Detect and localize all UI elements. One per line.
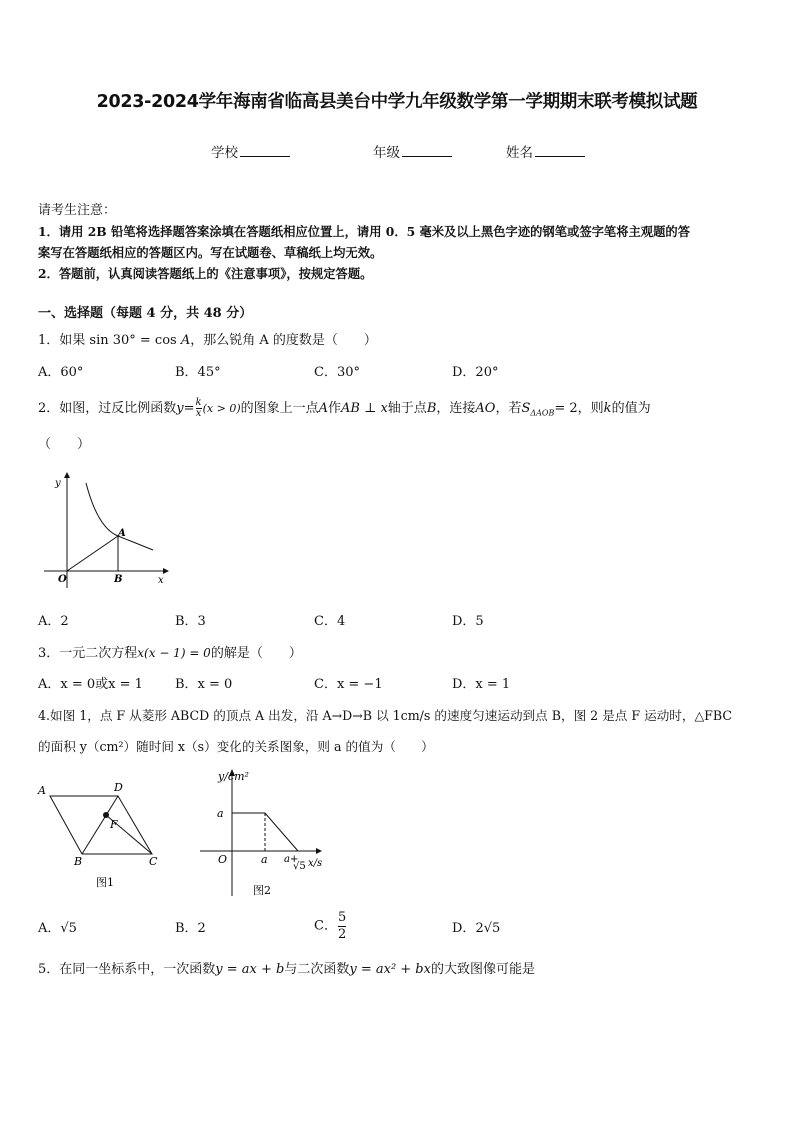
question-2-text-e: ，连接	[436, 401, 476, 416]
option-a-value: √5	[60, 921, 77, 936]
option-a-label: A．	[38, 921, 61, 936]
question-1-option-b[interactable]: B．45°	[175, 365, 221, 380]
question-3-text-a: 3．一元二次方程	[38, 646, 138, 661]
question-2-paren: （ ）	[38, 437, 91, 452]
question-1-stem	[38, 331, 377, 351]
option-c-numerator: 5	[337, 910, 347, 925]
question-2-option-a[interactable]: A．2	[38, 614, 69, 629]
x-axis-arrow-icon	[316, 848, 322, 854]
option-c-denominator: 2	[337, 927, 347, 942]
question-2-point-b: B	[426, 401, 437, 416]
question-5-text-b: 与二次函数	[284, 962, 350, 977]
question-4-option-a[interactable]	[38, 919, 77, 939]
grade-blank	[402, 144, 452, 157]
option-c-fraction	[338, 910, 346, 943]
figure-2-caption: 图2	[253, 884, 271, 897]
notice-header: 请考生注意：	[38, 203, 117, 218]
rhombus-abcd	[50, 796, 152, 854]
question-2-text-b: 的图象上一点	[240, 401, 319, 416]
question-3-stem	[38, 643, 302, 664]
y-axis-arrow-icon	[64, 472, 70, 478]
x-value-sqrt5-label: √5	[293, 861, 306, 872]
point-a-label: A	[118, 528, 126, 539]
question-4-line-1: 4.如图 1，点 F 从菱形 ABCD 的顶点 A 出发，沿 A→D→B 以 1cm/s 的速度匀速运动到点 B，图 2 是点 F 运动时，△FBC	[38, 708, 733, 723]
vertex-c-label: C	[149, 855, 158, 868]
y-label: y	[55, 478, 61, 489]
question-2-area-val: = 2	[554, 401, 578, 416]
vertex-d-label: D	[114, 781, 123, 794]
question-5-quadratic-func: y = ax² + bx	[349, 962, 431, 977]
option-c-label: C．	[314, 918, 337, 934]
question-3-equation: x(x − 1) = 0	[137, 646, 211, 660]
notice-item-1-line-1: 1．请用 2B 铅笔将选择题答案涂填在答题纸相应位置上，请用 0．5 毫米及以上黑色字迹的钢笔或签字笔将主观题的答	[38, 224, 690, 239]
vertex-a-label: A	[38, 784, 46, 797]
y-axis-label: y/cm²	[218, 770, 249, 783]
question-2-func-y: y	[176, 401, 184, 416]
x-axis-arrow-icon	[163, 568, 169, 574]
question-2-option-d[interactable]: D．5	[452, 614, 484, 629]
question-2-k: k	[603, 401, 612, 416]
question-2-point-a: A	[318, 401, 329, 416]
question-2-eq: =	[183, 401, 195, 416]
figure-1-caption: 图1	[96, 876, 114, 889]
x-value-aplus-label: a+	[284, 854, 299, 865]
question-1-option-d[interactable]: D．20°	[452, 365, 499, 380]
fraction-denominator: x	[195, 408, 202, 419]
question-3-text-b: 的解是（ ）	[210, 646, 302, 661]
question-2-area-s: S	[521, 401, 531, 416]
question-5-stem	[38, 960, 535, 980]
segment-ao	[67, 536, 118, 571]
point-f-label: F	[110, 818, 118, 831]
vertex-b-label: B	[74, 855, 83, 868]
question-4-line-2: 的面积 y（cm²）随时间 x（s）变化的关系图象，则 a 的值为（ ）	[38, 739, 434, 754]
question-2-text-a: 2．如图，过反比例函数	[38, 401, 177, 416]
school-label: 学校	[211, 145, 238, 161]
question-3-option-b[interactable]: B．x = 0	[175, 677, 233, 692]
notice-item-1-line-2: 案写在答题纸相应的答题区内。写在试题卷、草稿纸上均无效。	[38, 245, 383, 260]
question-1-var: A	[180, 333, 191, 348]
question-2-perp: AB ⊥ x	[341, 401, 388, 416]
question-3-option-c[interactable]: C．x = −1	[314, 677, 383, 692]
question-2-text-c: 作	[328, 401, 342, 416]
question-2-text-g: ，则	[577, 401, 604, 416]
question-5-text-a: 5．在同一坐标系中，一次函数	[38, 962, 216, 977]
y-value-a-label: a	[217, 807, 224, 820]
question-1-text-b: ，那么锐角 A 的度数是（ ）	[190, 333, 377, 348]
origin-label: O	[58, 574, 67, 585]
question-2-text-f: ，若	[495, 401, 522, 416]
question-3-option-a[interactable]: A．x = 0或x = 1	[38, 677, 143, 692]
question-2-text-d: 轴于点	[387, 401, 427, 416]
option-d-label: D．	[452, 921, 476, 936]
hyperbola-curve	[86, 483, 153, 550]
question-3-option-d[interactable]: D．x = 1	[452, 677, 511, 692]
question-4-figure-1	[36, 778, 166, 893]
question-2-option-c[interactable]: C．4	[314, 614, 346, 629]
page-title: 2023-2024学年海南省临高县美台中学九年级数学第一学期期末联考模拟试题	[96, 92, 698, 112]
x-value-a-label: a	[261, 853, 268, 866]
question-1-option-a[interactable]: A．60°	[38, 365, 84, 380]
school-field	[211, 141, 290, 161]
x-label: x	[158, 575, 164, 586]
question-2-fraction	[196, 398, 202, 419]
question-2-figure	[38, 470, 173, 590]
school-blank	[240, 144, 290, 157]
name-label: 姓名	[506, 145, 533, 161]
question-4-figure-2	[198, 766, 338, 901]
name-field	[506, 141, 585, 161]
question-2-ao: AO	[475, 401, 496, 416]
question-1-text-a: 1．如果 sin 30° = cos	[38, 333, 177, 348]
name-blank	[535, 144, 585, 157]
question-2-text-h: 的值为	[611, 401, 651, 416]
point-b-label: B	[114, 574, 123, 585]
question-2-option-b[interactable]: B．3	[175, 614, 206, 629]
grade-label: 年级	[373, 145, 400, 161]
fraction-numerator: k	[195, 397, 202, 408]
question-4-option-c[interactable]	[314, 910, 347, 943]
question-2-area-sub: ΔAOB	[530, 408, 555, 418]
x-axis-label: x/s	[308, 858, 323, 869]
grade-field	[373, 141, 452, 161]
origin-label: O	[218, 853, 228, 866]
option-d-value: 2√5	[475, 921, 501, 936]
question-4-option-b[interactable]: B．2	[175, 921, 206, 936]
question-2-stem	[38, 398, 651, 424]
question-1-option-c[interactable]: C．30°	[314, 365, 360, 380]
notice-item-2: 2．答题前，认真阅读答题纸上的《注意事项》，按规定答题。	[38, 266, 373, 281]
question-5-linear-func: y = ax + b	[215, 962, 285, 977]
question-4-option-d[interactable]	[452, 919, 500, 939]
question-5-text-c: 的大致图像可能是	[430, 962, 535, 977]
section-heading: 一、选择题（每题 4 分，共 48 分）	[38, 306, 253, 321]
question-2-condition: (x > 0)	[202, 402, 241, 415]
